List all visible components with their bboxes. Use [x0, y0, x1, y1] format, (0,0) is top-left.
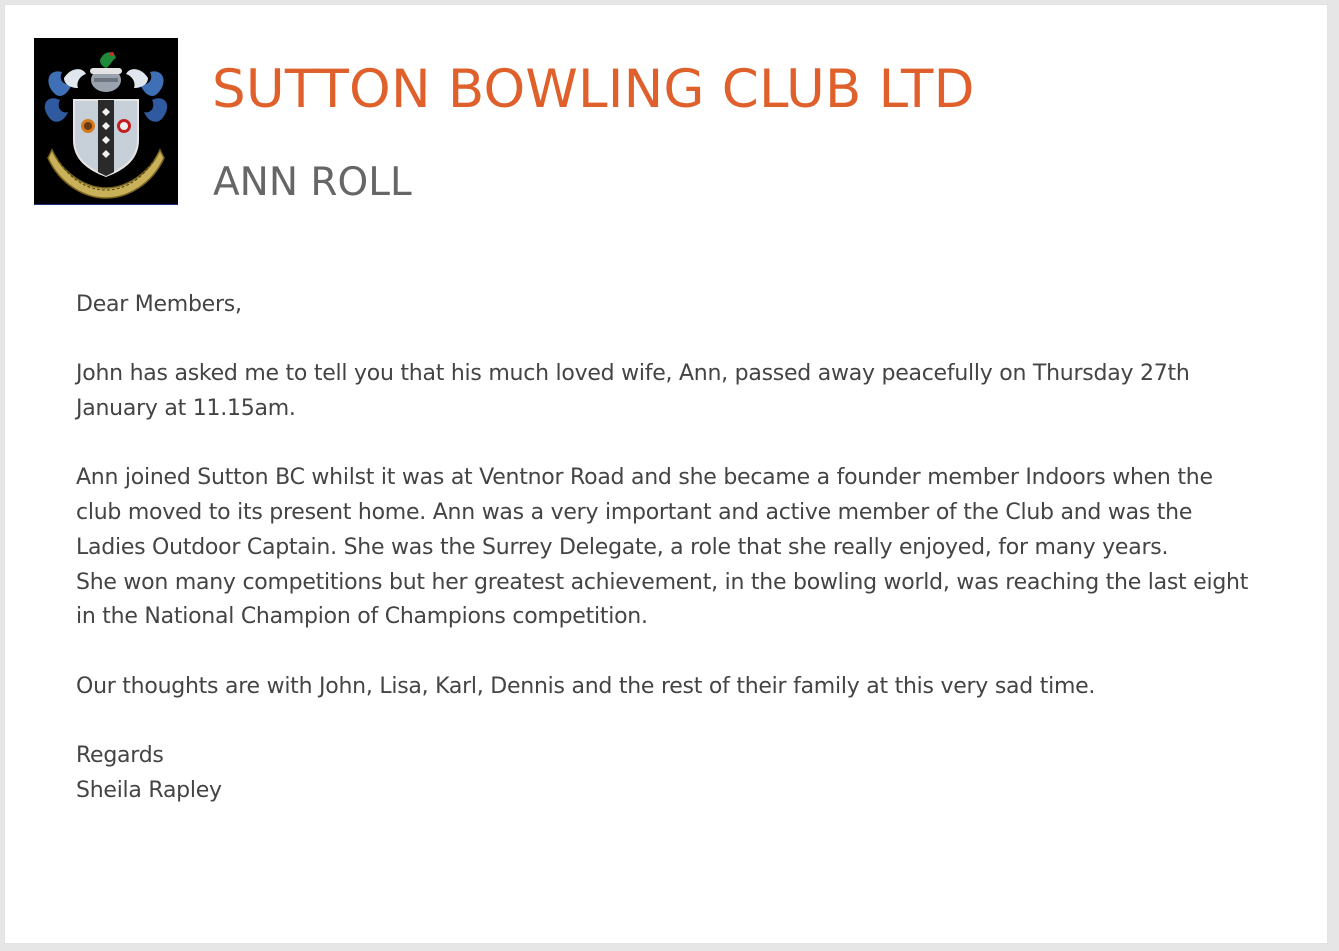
letter-signoff: [76, 739, 1261, 808]
letter-greeting: Dear Members,: [76, 292, 242, 317]
letter-body: [76, 288, 1261, 808]
letter-closing: Regards: [76, 743, 164, 769]
letter-signature: Sheila Rapley: [76, 777, 222, 803]
club-title: SUTTON BOWLING CLUB LTD: [212, 59, 975, 120]
letter-paragraph: Ann joined Sutton BC whilst it was at Ventnor Road and she became a founder member Indoors when the club moved to its present home. Ann was a very important and active member of the Club and was the Ladies Outdoor Captain. She was the Surrey Delegate, a role that she really enjoyed, for many years.: [76, 465, 1213, 560]
letter-page: [4, 4, 1328, 944]
club-crest-logo: [34, 38, 178, 205]
letter-paragraph: Our thoughts are with John, Lisa, Karl, Dennis and the rest of their family at this very sad time.: [76, 673, 1096, 699]
page-subtitle: ANN ROLL: [213, 160, 412, 205]
crest-icon: [34, 38, 178, 204]
letter-paragraph: John has asked me to tell you that his much loved wife, Ann, passed away peacefully on Thursday 27th January at 11.15am.: [76, 361, 1190, 422]
letter-paragraph: She won many competitions but her greatest achievement, in the bowling world, was reaching the last eight in the National Champion of Champions competition.: [76, 569, 1249, 630]
